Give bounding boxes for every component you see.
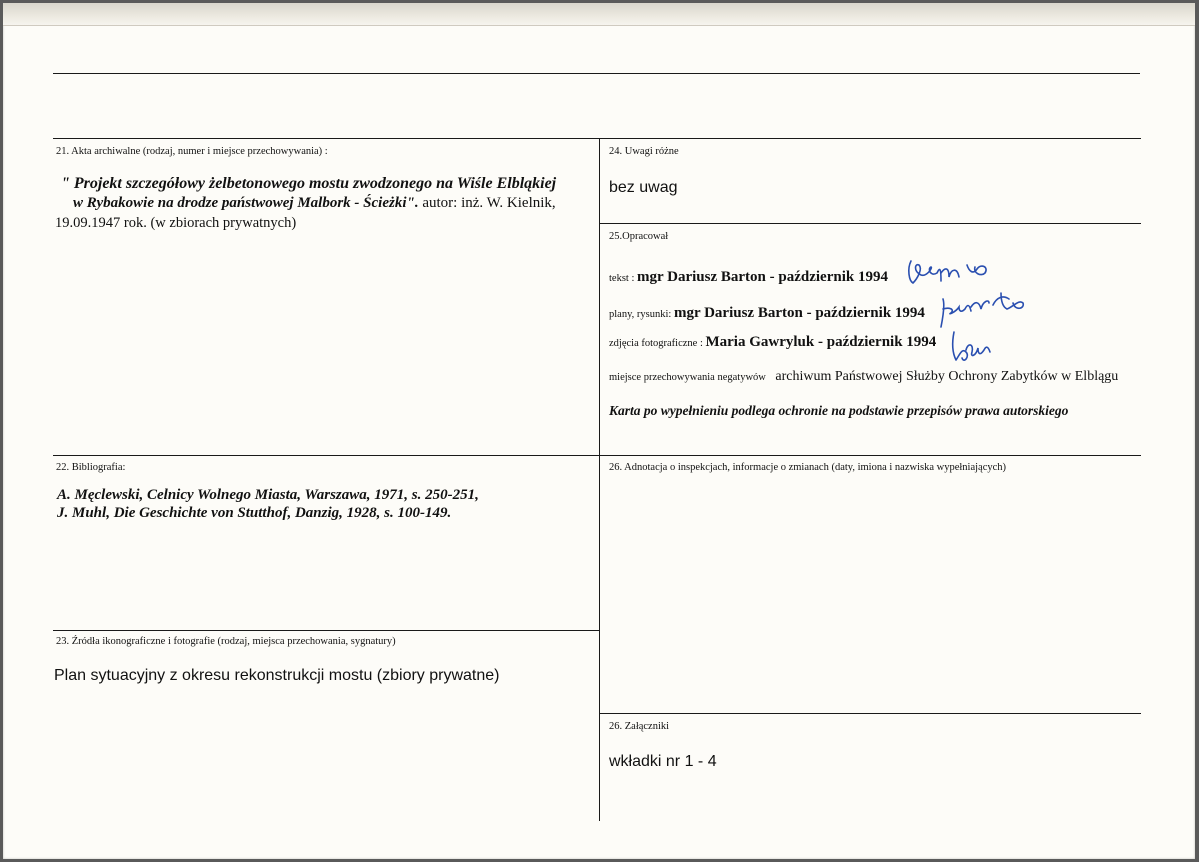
zdjecia-label: zdjęcia fotograficzne : — [609, 338, 706, 349]
sec23-text: Plan sytuacyjny z okresu rekonstrukcji mostu (zbiory prywatne) — [54, 667, 500, 684]
sec23-top-rule — [53, 630, 599, 631]
row2-rule — [53, 455, 1141, 456]
sec25-tekst-row — [609, 269, 888, 286]
miejsce-label: miejsce przechowywania negatywów — [609, 372, 766, 383]
sec22-line1: A. Męclewski, Celnicy Wolnego Miasta, Warszawa, 1971, s. 250-251, — [57, 487, 479, 503]
sec21-line1: " Projekt szczegółowy żelbetonowego mostu zwodzonego na Wiśle Elbląkiej — [61, 175, 557, 192]
sec24-label: 24. Uwagi różne — [609, 146, 679, 157]
signature-zdjecia-icon — [948, 328, 998, 368]
sec25-karta: Karta po wypełnieniu podlega ochronie na podstawie przepisów prawa autorskiego — [609, 403, 1069, 418]
sec26a-label: 26. Adnotacja o inspekcjach, informacje o zmianach (daty, imiona i nazwiska wypełniających) — [609, 462, 1007, 473]
sec25-top-rule — [599, 223, 1141, 224]
plany-value: mgr Dariusz Barton - październik 1994 — [673, 305, 925, 321]
zdjecia-value: Maria Gawryluk - październik 1994 — [705, 334, 937, 350]
sec23-label: 23. Źródła ikonograficzne i fotografie (rodzaj, miejsca przechowania, sygnatury) — [56, 636, 396, 647]
top-rule — [53, 73, 1140, 74]
sec21-line2 — [73, 195, 556, 212]
center-divider — [599, 138, 600, 821]
sec21-line3: 19.09.1947 rok. (w zbiorach prywatnych) — [55, 215, 297, 231]
sec22-label: 22. Bibliografia: — [56, 462, 126, 473]
form-sheet — [3, 3, 1195, 859]
row1-rule — [53, 138, 1141, 139]
sec21-line2-author: autor: inż. W. Kielnik, — [418, 195, 556, 211]
sec26b-top-rule — [599, 713, 1141, 714]
sec25-plany-row — [609, 305, 925, 322]
sec21-line2-title: w Rybakowie na drodze państwowej Malbork - Ścieżki". — [73, 195, 419, 211]
miejsce-value: archiwum Państwowej Służby Ochrony Zabytków w Elblągu — [775, 369, 1119, 384]
signature-tekst-icon — [903, 255, 1003, 287]
tekst-value: mgr Dariusz Barton - październik 1994 — [637, 269, 888, 285]
top-paper-strip — [3, 3, 1195, 26]
sec26b-label: 26. Załączniki — [609, 721, 670, 732]
sec22-line2: J. Muhl, Die Geschichte von Stutthof, Danzig, 1928, s. 100-149. — [57, 505, 452, 521]
sec21-label: 21. Akta archiwalne (rodzaj, numer i miejsce przechowywania) : — [56, 146, 328, 157]
plany-label: plany, rysunki: — [609, 309, 674, 320]
signature-plany-icon — [933, 289, 1033, 329]
sec25-label: 25.Opracował — [609, 231, 669, 242]
sec25-miejsce-row — [609, 369, 1118, 385]
tekst-label: tekst : — [609, 273, 637, 284]
sec25-zdjecia-row — [609, 334, 936, 351]
sec26b-text: wkładki nr 1 - 4 — [609, 753, 717, 770]
sec24-text: bez uwag — [609, 179, 678, 196]
